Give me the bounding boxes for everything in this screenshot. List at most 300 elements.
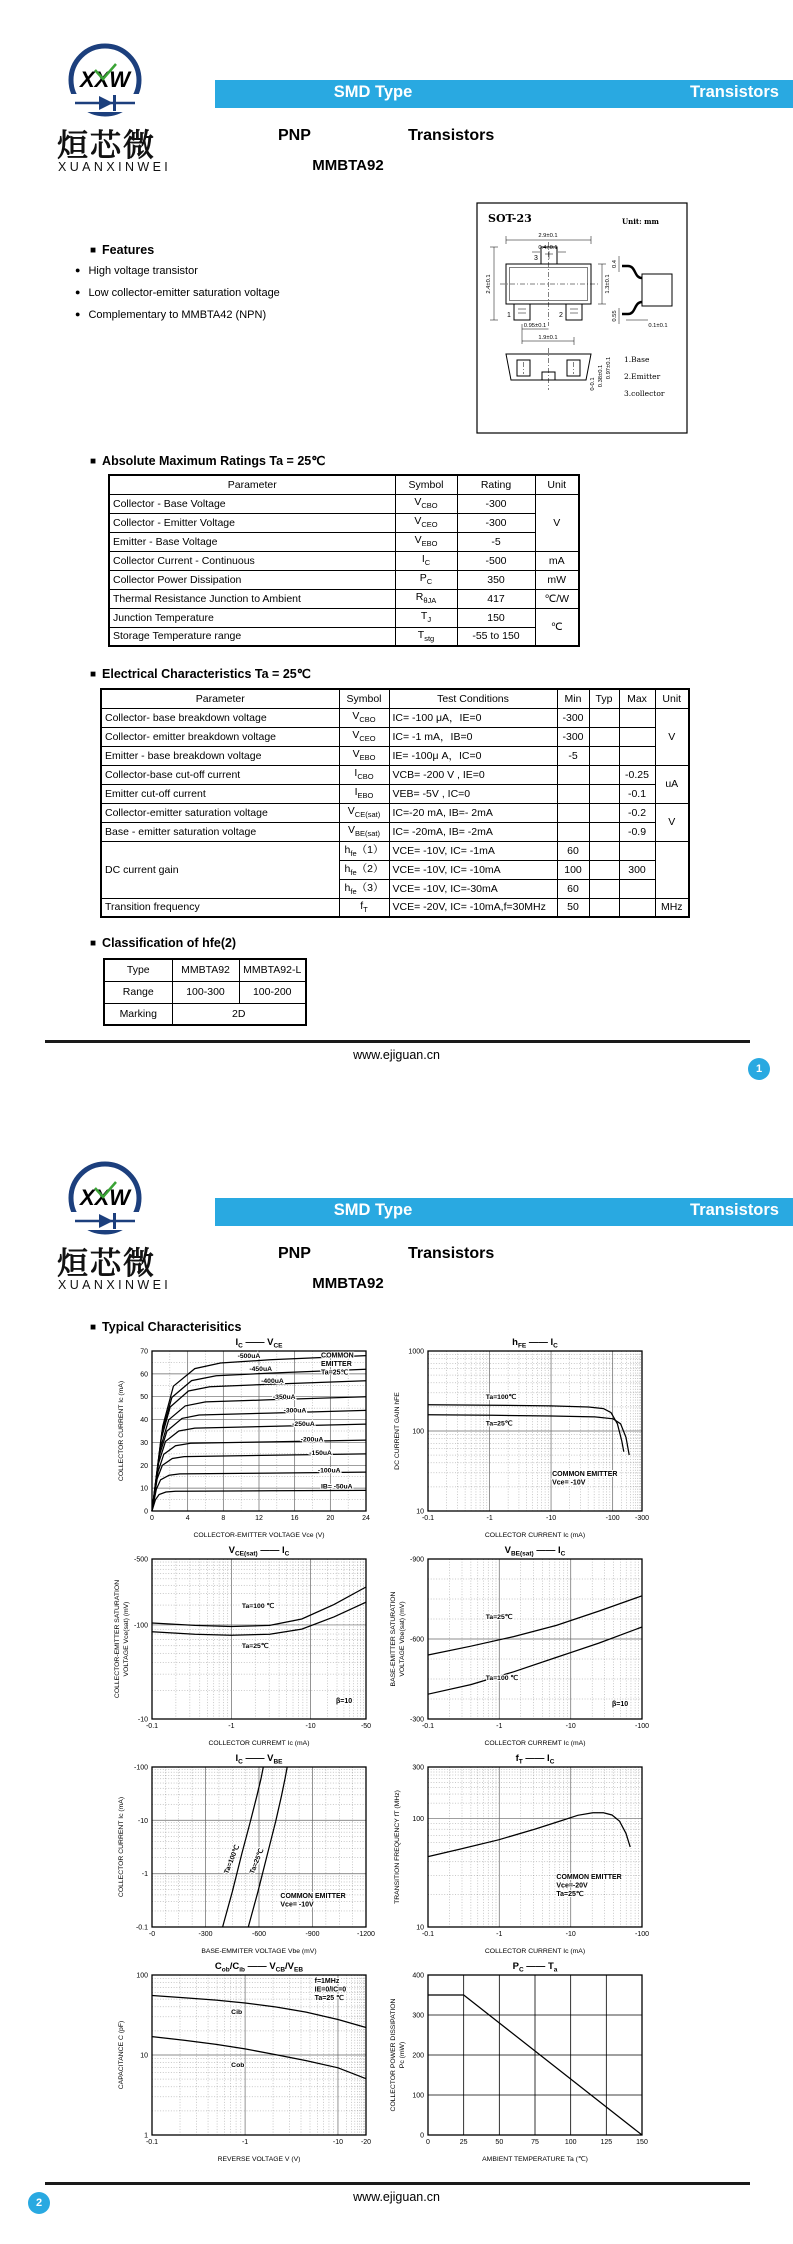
table-cell: $V_{BE(sat)}$ bbox=[339, 822, 389, 841]
table-cell: 350 bbox=[457, 570, 535, 589]
svg-text:3.collector: 3.collector bbox=[624, 389, 665, 398]
svg-text:-600: -600 bbox=[251, 1931, 267, 1938]
svg-text:TRANSITION FREQUENCY fT (MHz: TRANSITION FREQUENCY fT (MHz) bbox=[394, 1790, 401, 1904]
svg-text:10: 10 bbox=[416, 1924, 424, 1932]
table-cell: 100-200 bbox=[239, 981, 306, 1003]
table-cell: IE= -100μ A，IC=0 bbox=[389, 746, 557, 765]
svg-text:-100: -100 bbox=[133, 1622, 148, 1630]
table-cell: -300 bbox=[557, 727, 589, 746]
svg-text:300: 300 bbox=[412, 1764, 424, 1772]
svg-text:VOLTAGE Vce(sat) (mV): VOLTAGE Vce(sat) (mV) bbox=[123, 1601, 130, 1677]
svg-text:20: 20 bbox=[140, 1462, 148, 1470]
table-cell bbox=[589, 879, 619, 898]
table-cell: -300 bbox=[457, 494, 535, 513]
table-cell: VCE= -10V, IC= -1mA bbox=[389, 841, 557, 860]
svg-text:8: 8 bbox=[221, 1515, 226, 1522]
svg-text:-350uA: -350uA bbox=[272, 1394, 296, 1401]
table-cell: VEB= -5V , IC=0 bbox=[389, 784, 557, 803]
svg-text:200: 200 bbox=[412, 2052, 424, 2060]
table-cell bbox=[619, 898, 655, 917]
table-cell: Transition frequency bbox=[101, 898, 339, 917]
svg-text:Ta=25 ℃: Ta=25 ℃ bbox=[314, 1995, 344, 2002]
svg-text:12: 12 bbox=[255, 1515, 263, 1522]
part-number: MMBTA92 bbox=[312, 157, 384, 174]
svg-text:Ta=25℃: Ta=25℃ bbox=[241, 1642, 269, 1650]
table-cell: MMBTA92 bbox=[172, 959, 239, 981]
footer-url: www.ejiguan.cn bbox=[353, 1048, 440, 1062]
svg-text:-1: -1 bbox=[241, 2139, 249, 2146]
svg-text:100: 100 bbox=[412, 2092, 424, 2100]
chart-vcesat-ic bbox=[92, 1541, 412, 1758]
svg-text:-1: -1 bbox=[496, 1723, 503, 1730]
svg-text:PC —— Ta: PC —— Ta bbox=[512, 1961, 558, 1974]
page-number-badge: 2 bbox=[28, 2192, 50, 2214]
table-cell: 100-300 bbox=[172, 981, 239, 1003]
brand-name-en: XUANXINWEI bbox=[58, 160, 172, 174]
svg-text:10: 10 bbox=[140, 2052, 148, 2060]
table-cell: $T_J$ bbox=[395, 608, 457, 627]
chart-ic-vbe bbox=[92, 1749, 412, 1966]
footer-rule bbox=[45, 2182, 750, 2185]
svg-text:-400uA: -400uA bbox=[261, 1378, 284, 1385]
table-cell: Thermal Resistance Junction to Ambient bbox=[109, 589, 395, 608]
svg-text:Pc (mW): Pc (mW) bbox=[399, 2041, 406, 2069]
svg-text:50: 50 bbox=[495, 2139, 504, 2146]
svg-text:0-0.1: 0-0.1 bbox=[590, 377, 596, 391]
svg-text:4: 4 bbox=[185, 1515, 190, 1522]
table-cell: 60 bbox=[557, 879, 589, 898]
svg-text:75: 75 bbox=[531, 2139, 539, 2146]
brand-logo-icon bbox=[55, 1158, 155, 1240]
table-cell: $P_C$ bbox=[395, 570, 457, 589]
svg-text:Unit: mm: Unit: mm bbox=[622, 217, 659, 226]
svg-text:-200uA: -200uA bbox=[300, 1436, 324, 1444]
table-cell: Collector - Base Voltage bbox=[109, 494, 395, 513]
type-label-2: Transistors bbox=[408, 1245, 495, 1262]
svg-text:-450uA: -450uA bbox=[249, 1366, 273, 1373]
chart-cap-v bbox=[92, 1957, 412, 2174]
svg-text:-0.1: -0.1 bbox=[135, 1924, 148, 1932]
table-cell: $V_{CEO}$ bbox=[339, 727, 389, 746]
table-cell: Min bbox=[557, 689, 589, 708]
chart-ic-vce bbox=[92, 1333, 412, 1550]
svg-text:20: 20 bbox=[326, 1515, 335, 1522]
feature-item: ● Complementary to MMBTA42 (NPN) bbox=[75, 309, 266, 321]
svg-text:Vce= -10V: Vce= -10V bbox=[552, 1479, 586, 1487]
table-cell: VCE= -10V, IC= -10mA bbox=[389, 860, 557, 879]
table-cell bbox=[589, 784, 619, 803]
svg-text:COMMON EMITTER: COMMON EMITTER bbox=[552, 1470, 618, 1478]
svg-text:COLLECTOR-EMITTER VOLTAGE Vce: COLLECTOR-EMITTER VOLTAGE Vce (V) bbox=[193, 1532, 325, 1539]
svg-text:COLLECTOR CURRENT Ic (mA): COLLECTOR CURRENT Ic (mA) bbox=[118, 1380, 125, 1482]
svg-text:0: 0 bbox=[150, 1515, 154, 1522]
header-transistors: Transistors bbox=[690, 83, 779, 101]
table-cell: 150 bbox=[457, 608, 535, 627]
svg-text:-10: -10 bbox=[545, 1515, 557, 1522]
svg-text:Ta=25℃: Ta=25℃ bbox=[556, 1891, 584, 1898]
svg-text:-900: -900 bbox=[305, 1931, 320, 1938]
table-cell: $f_T$ bbox=[339, 898, 389, 917]
svg-text:-0.1: -0.1 bbox=[421, 1931, 435, 1938]
table-cell: V bbox=[655, 803, 689, 841]
table-cell: mW bbox=[535, 570, 579, 589]
svg-text:1: 1 bbox=[144, 2132, 148, 2140]
table-cell: -300 bbox=[557, 708, 589, 727]
table-cell bbox=[589, 822, 619, 841]
chart-pc-ta bbox=[368, 1957, 688, 2169]
table-cell bbox=[557, 765, 589, 784]
svg-text:COMMON EMITTER: COMMON EMITTER bbox=[280, 1893, 346, 1901]
svg-text:VCE(sat) —— IC: VCE(sat) —— IC bbox=[228, 1545, 290, 1558]
table-cell: Range bbox=[104, 981, 172, 1003]
svg-text:40: 40 bbox=[140, 1417, 148, 1425]
table-cell: $I_{EBO}$ bbox=[339, 784, 389, 803]
header-smd-type: SMD Type bbox=[333, 1201, 413, 1219]
svg-text:Ta=25℃: Ta=25℃ bbox=[485, 1420, 513, 1428]
chart-vbesat-ic bbox=[368, 1541, 688, 1758]
table-cell: $I_C$ bbox=[395, 551, 457, 570]
svg-text:3: 3 bbox=[534, 255, 538, 262]
table-cell: V bbox=[535, 494, 579, 551]
svg-text:f=1MHz: f=1MHz bbox=[314, 1978, 340, 1985]
table-cell: Test Conditions bbox=[389, 689, 557, 708]
svg-text:-10: -10 bbox=[137, 1817, 148, 1825]
svg-text:-0.1: -0.1 bbox=[421, 1723, 435, 1730]
type-label: PNP bbox=[278, 127, 311, 144]
table-cell bbox=[619, 727, 655, 746]
svg-text:-100: -100 bbox=[634, 1723, 650, 1730]
svg-text:-1: -1 bbox=[496, 1931, 503, 1938]
header-smd-type: SMD Type bbox=[333, 83, 413, 101]
table-cell: Symbol bbox=[339, 689, 389, 708]
table-cell: 60 bbox=[557, 841, 589, 860]
chart-pc-ta bbox=[368, 1957, 688, 2174]
table-cell: IC= -1 mA，IB=0 bbox=[389, 727, 557, 746]
page-number-badge: 1 bbox=[748, 1058, 770, 1080]
svg-text:10: 10 bbox=[416, 1508, 424, 1516]
chart-vcesat-ic bbox=[92, 1541, 412, 1753]
svg-text:50: 50 bbox=[140, 1394, 148, 1402]
table-cell: Typ bbox=[589, 689, 619, 708]
table-cell: Collector Power Dissipation bbox=[109, 570, 395, 589]
svg-text:-100uA: -100uA bbox=[317, 1467, 341, 1475]
svg-text:COMMON: COMMON bbox=[321, 1352, 354, 1360]
elec-table bbox=[100, 688, 690, 918]
feature-item: ● Low collector-emitter saturation voltage bbox=[75, 287, 280, 299]
svg-text:-300uA: -300uA bbox=[283, 1407, 307, 1415]
table-cell: Collector- base breakdown voltage bbox=[101, 708, 339, 727]
svg-text:60: 60 bbox=[140, 1371, 148, 1379]
svg-text:SOT-23: SOT-23 bbox=[488, 212, 532, 225]
svg-text:-300: -300 bbox=[198, 1931, 213, 1938]
table-cell: Base - emitter saturation voltage bbox=[101, 822, 339, 841]
svg-text:IE=0/IC=0: IE=0/IC=0 bbox=[314, 1986, 347, 1994]
svg-text:-0: -0 bbox=[148, 1931, 156, 1938]
type-label: PNP bbox=[278, 1245, 311, 1262]
table-cell: Rating bbox=[457, 475, 535, 494]
svg-text:Vce=-20V: Vce=-20V bbox=[556, 1882, 588, 1890]
brand-name-en: XUANXINWEI bbox=[58, 1278, 172, 1292]
table-cell bbox=[619, 746, 655, 765]
table-cell: -300 bbox=[457, 513, 535, 532]
svg-text:BASE-EMITTER SATURATION: BASE-EMITTER SATURATION bbox=[390, 1591, 397, 1687]
table-cell: Junction Temperature bbox=[109, 608, 395, 627]
table-cell bbox=[589, 727, 619, 746]
svg-text:Cob/Cib —— VCB/VEB: Cob/Cib —— VCB/VEB bbox=[214, 1961, 304, 1974]
table-cell: Emitter cut-off current bbox=[101, 784, 339, 803]
svg-text:125: 125 bbox=[600, 2139, 613, 2146]
svg-text:β=10: β=10 bbox=[612, 1701, 629, 1709]
table-cell: VCB= -200 V , IE=0 bbox=[389, 765, 557, 784]
svg-text:COLLECTOR CURREMT Ic (mA): COLLECTOR CURREMT Ic (mA) bbox=[484, 1740, 586, 1747]
table-cell: IC=-20 mA, IB=- 2mA bbox=[389, 803, 557, 822]
header-transistors: Transistors bbox=[690, 1201, 779, 1219]
svg-text:-10: -10 bbox=[565, 1723, 576, 1730]
svg-text:Ta=25℃: Ta=25℃ bbox=[321, 1369, 349, 1377]
svg-text:-20: -20 bbox=[360, 2139, 372, 2146]
table-cell: MMBTA92-L bbox=[239, 959, 306, 981]
svg-text:COMMON EMITTER: COMMON EMITTER bbox=[556, 1874, 622, 1881]
chart-ft-ic bbox=[368, 1749, 688, 1966]
svg-text:-10: -10 bbox=[137, 1716, 148, 1724]
table-cell: Unit bbox=[535, 475, 579, 494]
table-cell: Marking bbox=[104, 1003, 172, 1025]
table-cell: Collector Current - Continuous bbox=[109, 551, 395, 570]
svg-text:16: 16 bbox=[290, 1515, 299, 1522]
svg-text:100: 100 bbox=[564, 2139, 577, 2146]
svg-text:2.4±0.1: 2.4±0.1 bbox=[486, 274, 492, 294]
table-cell: MHz bbox=[655, 898, 689, 917]
table-cell: -0.25 bbox=[619, 765, 655, 784]
table-cell: 300 bbox=[619, 860, 655, 879]
table-cell: $V_{CE(sat)}$ bbox=[339, 803, 389, 822]
svg-text:2.9±0.1: 2.9±0.1 bbox=[538, 233, 558, 239]
table-cell: DC current gain bbox=[101, 841, 339, 898]
chart-vbesat-ic bbox=[368, 1541, 688, 1753]
svg-text:-100: -100 bbox=[605, 1515, 620, 1522]
table-cell: $h_{fe}(3)$ bbox=[339, 879, 389, 898]
brand-logo-icon bbox=[55, 40, 155, 122]
table-cell: $h_{fe}(2)$ bbox=[339, 860, 389, 879]
svg-text:-900: -900 bbox=[409, 1556, 424, 1564]
svg-text:100: 100 bbox=[412, 1816, 424, 1824]
chart-ic-vce bbox=[92, 1333, 412, 1545]
features-title: ■ Features bbox=[90, 243, 154, 257]
table-cell: $h_{fe}(1)$ bbox=[339, 841, 389, 860]
table-cell: -55 to 150 bbox=[457, 627, 535, 646]
type-label-2: Transistors bbox=[408, 127, 495, 144]
footer-url: www.ejiguan.cn bbox=[353, 2190, 440, 2204]
svg-text:Ta=100 ℃: Ta=100 ℃ bbox=[485, 1674, 519, 1682]
table-cell bbox=[589, 898, 619, 917]
svg-text:-500: -500 bbox=[133, 1556, 148, 1564]
table-cell: Collector-emitter saturation voltage bbox=[101, 803, 339, 822]
svg-text:150: 150 bbox=[636, 2139, 648, 2146]
svg-text:0.97±0.1: 0.97±0.1 bbox=[606, 356, 612, 380]
table-cell bbox=[619, 841, 655, 860]
table-cell: -0.1 bbox=[619, 784, 655, 803]
table-cell: Emitter - base breakdown voltage bbox=[101, 746, 339, 765]
svg-text:1.9±0.1: 1.9±0.1 bbox=[538, 335, 558, 341]
table-cell: $V_{CEO}$ bbox=[395, 513, 457, 532]
svg-text:fT —— IC: fT —— IC bbox=[515, 1753, 555, 1766]
table-cell: $I_{CBO}$ bbox=[339, 765, 389, 784]
svg-text:24: 24 bbox=[362, 1515, 370, 1522]
brand-name-cn: 烜芯微 bbox=[57, 128, 156, 163]
svg-text:0.55: 0.55 bbox=[612, 310, 618, 322]
table-cell bbox=[557, 784, 589, 803]
table-cell: -0.2 bbox=[619, 803, 655, 822]
svg-text:COLLECTOR CURREMT Ic (mA): COLLECTOR CURREMT Ic (mA) bbox=[208, 1740, 310, 1747]
table-cell: Symbol bbox=[395, 475, 457, 494]
svg-text:0.38±0.1: 0.38±0.1 bbox=[598, 364, 604, 388]
svg-text:0: 0 bbox=[420, 2132, 424, 2140]
svg-text:-10: -10 bbox=[332, 2139, 344, 2146]
svg-text:XXW: XXW bbox=[79, 67, 131, 92]
svg-text:AMBIENT TEMPERATURE Ta (℃): AMBIENT TEMPERATURE Ta (℃) bbox=[482, 2156, 588, 2163]
svg-text:VOLTAGE Vbe(sat) (mV): VOLTAGE Vbe(sat) (mV) bbox=[399, 1601, 406, 1677]
svg-text:0.1±0.1: 0.1±0.1 bbox=[648, 323, 668, 329]
svg-text:Cib: Cib bbox=[231, 2009, 243, 2017]
table-cell bbox=[589, 803, 619, 822]
svg-text:hFE —— IC: hFE —— IC bbox=[512, 1337, 558, 1350]
table-cell: Collector - Emitter Voltage bbox=[109, 513, 395, 532]
svg-text:IC —— VCE: IC —— VCE bbox=[235, 1337, 283, 1350]
table-cell: $V_{CBO}$ bbox=[339, 708, 389, 727]
table-cell: $T_{stg}$ bbox=[395, 627, 457, 646]
brand-name-cn: 烜芯微 bbox=[57, 1246, 156, 1281]
table-cell: V bbox=[655, 708, 689, 765]
svg-text:IC —— VBE: IC —— VBE bbox=[235, 1753, 283, 1766]
svg-text:-1200: -1200 bbox=[357, 1931, 375, 1938]
elec-title: ■ Electrical Characteristics Ta = 25℃ bbox=[90, 666, 311, 681]
svg-text:0: 0 bbox=[426, 2139, 430, 2146]
table-cell bbox=[589, 746, 619, 765]
svg-text:COLLECTOR CURRENT Ic (mA): COLLECTOR CURRENT Ic (mA) bbox=[118, 1796, 125, 1898]
table-cell: $R_{\theta JA}$ bbox=[395, 589, 457, 608]
table-cell: 50 bbox=[557, 898, 589, 917]
svg-text:-10: -10 bbox=[305, 1723, 316, 1730]
table-cell: Unit bbox=[655, 689, 689, 708]
svg-text:2.Emitter: 2.Emitter bbox=[624, 372, 661, 381]
svg-text:25: 25 bbox=[459, 2139, 468, 2146]
table-cell bbox=[557, 803, 589, 822]
svg-text:1.3±0.1: 1.3±0.1 bbox=[605, 274, 611, 294]
svg-text:-10: -10 bbox=[565, 1931, 576, 1938]
table-cell: IC= -20mA, IB= -2mA bbox=[389, 822, 557, 841]
table-cell: Parameter bbox=[109, 475, 395, 494]
table-cell bbox=[589, 708, 619, 727]
abs-max-title: ■ Absolute Maximum Ratings Ta = 25℃ bbox=[90, 453, 325, 468]
table-cell: -5 bbox=[457, 532, 535, 551]
svg-text:1000: 1000 bbox=[408, 1348, 424, 1356]
table-cell bbox=[655, 841, 689, 898]
svg-text:COLLECTOR CURRENT Ic (mA): COLLECTOR CURRENT Ic (mA) bbox=[484, 1532, 586, 1539]
svg-text:COLLECTOR CURRENT Ic (mA): COLLECTOR CURRENT Ic (mA) bbox=[484, 1948, 586, 1955]
feature-item: ● High voltage transistor bbox=[75, 265, 198, 277]
svg-text:-1: -1 bbox=[228, 1723, 235, 1730]
table-cell: -0.9 bbox=[619, 822, 655, 841]
svg-text:-300: -300 bbox=[634, 1515, 650, 1522]
svg-text:-100: -100 bbox=[133, 1764, 148, 1772]
table-cell: 100 bbox=[557, 860, 589, 879]
svg-text:-250uA: -250uA bbox=[292, 1420, 315, 1428]
svg-text:-0.1: -0.1 bbox=[145, 2139, 159, 2146]
svg-text:EMITTER: EMITTER bbox=[321, 1360, 352, 1368]
table-cell: $V_{CBO}$ bbox=[395, 494, 457, 513]
svg-text:100: 100 bbox=[136, 1972, 148, 1980]
svg-text:Vce= -10V: Vce= -10V bbox=[280, 1901, 314, 1909]
table-cell: -5 bbox=[557, 746, 589, 765]
svg-text:COLLECTOR-EMITTER SATURATION: COLLECTOR-EMITTER SATURATION bbox=[114, 1579, 121, 1699]
table-cell bbox=[589, 765, 619, 784]
svg-text:70: 70 bbox=[140, 1348, 148, 1356]
svg-text:Ta=100℃: Ta=100℃ bbox=[223, 1844, 242, 1875]
table-cell: -500 bbox=[457, 551, 535, 570]
table-cell: $V_{EBO}$ bbox=[339, 746, 389, 765]
svg-text:CAPACITANCE C (pF): CAPACITANCE C (pF) bbox=[118, 2020, 125, 2090]
svg-text:BASE-EMMITER VOLTAGE Vbe (mV: BASE-EMMITER VOLTAGE Vbe (mV) bbox=[201, 1948, 317, 1955]
chart-hfe-ic bbox=[368, 1333, 688, 1550]
table-cell: 2D bbox=[172, 1003, 306, 1025]
table-cell: Collector-base cut-off current bbox=[101, 765, 339, 784]
svg-text:VBE(sat) —— IC: VBE(sat) —— IC bbox=[504, 1545, 566, 1558]
part-number: MMBTA92 bbox=[312, 1275, 384, 1292]
table-cell: VCE= -20V, IC= -10mA,f=30MHz bbox=[389, 898, 557, 917]
svg-text:2: 2 bbox=[559, 312, 563, 319]
svg-text:XXW: XXW bbox=[79, 1185, 131, 1210]
classification-title: ■ Classification of hfe(2) bbox=[90, 936, 236, 950]
svg-text:Ta=25℃: Ta=25℃ bbox=[485, 1614, 513, 1621]
svg-text:β=10: β=10 bbox=[336, 1698, 353, 1705]
svg-text:1.Base: 1.Base bbox=[624, 355, 650, 364]
header-bar bbox=[215, 1198, 793, 1226]
table-cell: Parameter bbox=[101, 689, 339, 708]
table-cell: ℃ bbox=[535, 608, 579, 646]
chart-ft-ic bbox=[368, 1749, 688, 1961]
svg-text:400: 400 bbox=[412, 1972, 424, 1980]
table-cell: 417 bbox=[457, 589, 535, 608]
svg-text:Ta=25℃: Ta=25℃ bbox=[249, 1847, 266, 1875]
svg-text:Ta=100℃: Ta=100℃ bbox=[485, 1394, 517, 1401]
svg-text:DC CURRENT GAIN hFE: DC CURRENT GAIN hFE bbox=[394, 1392, 401, 1470]
table-cell bbox=[619, 708, 655, 727]
table-cell: ℃/W bbox=[535, 589, 579, 608]
svg-text:REVERSE VOLTAGE V (V): REVERSE VOLTAGE V (V) bbox=[217, 2156, 301, 2163]
table-cell bbox=[589, 841, 619, 860]
svg-text:-1: -1 bbox=[486, 1515, 493, 1522]
table-cell: Storage Temperature range bbox=[109, 627, 395, 646]
table-cell: Collector- emitter breakdown voltage bbox=[101, 727, 339, 746]
svg-text:Ta=100 ℃: Ta=100 ℃ bbox=[241, 1602, 275, 1610]
table-cell bbox=[557, 822, 589, 841]
table-cell: $V_{EBO}$ bbox=[395, 532, 457, 551]
svg-text:-500uA: -500uA bbox=[237, 1353, 261, 1361]
table-cell bbox=[589, 860, 619, 879]
abs-max-table bbox=[108, 474, 580, 647]
table-cell: Max bbox=[619, 689, 655, 708]
svg-text:10: 10 bbox=[140, 1485, 148, 1493]
table-cell: uA bbox=[655, 765, 689, 803]
package-drawing bbox=[476, 202, 688, 434]
table-cell: mA bbox=[535, 551, 579, 570]
classification-table bbox=[103, 958, 307, 1026]
svg-text:0: 0 bbox=[144, 1508, 148, 1516]
table-cell bbox=[619, 879, 655, 898]
svg-text:30: 30 bbox=[140, 1439, 148, 1447]
svg-text:0.4±0.1: 0.4±0.1 bbox=[538, 245, 558, 251]
chart-hfe-ic bbox=[368, 1333, 688, 1545]
